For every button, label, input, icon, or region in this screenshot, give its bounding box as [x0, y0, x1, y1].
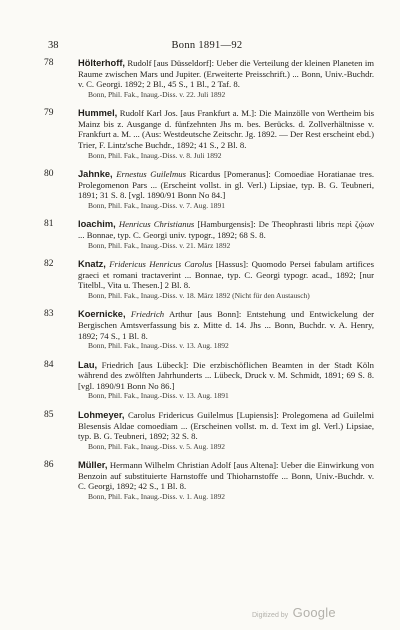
entry-text: [Hamburgensis]: De Theophrasti libris περὶ ζῴων ... Bonnae, typ. C. Georgi univ. typogr., 1892; 68 S. 8. [78, 219, 375, 241]
entry-author: Hölterhoff, [78, 58, 125, 68]
entry-body [78, 410, 374, 451]
entry-number: 83 [44, 309, 54, 320]
entry-number: 85 [44, 409, 54, 420]
entry [44, 360, 374, 401]
running-head: Bonn 1891—92 [171, 40, 243, 51]
entry-given-names: Friedrich [130, 309, 165, 320]
entry-given-names: Fridericus Henricus Carolus [109, 259, 213, 270]
entry-body [78, 219, 374, 250]
entry-text: Arthur [aus Bonn]: Entstehung und Entwickelung der Bergischen Amtsverfassung bis z. Mitte d. 14. Jhs ... Bonn, Buchdr. v. A. Henry, 1892; 74 S., 1 Bl. 8. [78, 309, 375, 341]
entry-text: Friedrich [aus Lübeck]: Die erzbischöflichen Beamten in der Stadt Köln während des zwölften Jahrhunderts ... Lübeck, Druck v. M. Schmidt, 1891; 69 S. 8. [vgl. 1890/91 Bonn No 86.] [78, 359, 374, 391]
entry-note: Bonn, Phil. Fak., Inaug.-Diss. v. 13. Aug. 1892 [88, 341, 229, 351]
entry-body [78, 169, 374, 210]
entry-text: Carolus Fridericus Guilelmus [Lupiensis]: Prolegomena ad Guilelmi Blesensis Aldae comoediam ... (Erscheinen vollst. m. d. Text im gl. Verl.) Lipsiae, typ. B. G. Teubneri, 1892; 32 S. 8. [78, 409, 374, 442]
entry [44, 410, 374, 451]
entry [44, 219, 374, 250]
entry-number: 81 [44, 219, 54, 230]
entry [44, 460, 374, 501]
entry-author: Knatz, [78, 259, 106, 270]
entry-author: Lau, [78, 359, 98, 370]
entry-body [78, 58, 374, 99]
entry-body [78, 460, 374, 501]
entry [44, 108, 374, 160]
entry-body [78, 108, 374, 160]
entry-author: Lohmeyer, [78, 409, 125, 420]
entry-author: Hummel, [78, 108, 118, 119]
entry-number: 86 [44, 460, 54, 471]
entry-text: Ricardus [Pomeranus]: Comoediae Horatianae tres. Prolegomenon Pars ... (Erscheint vollst. in gl. Verl.) Lipsiae, typ. B. G. Teubneri, 1891; 31 S. 8. [vgl. 1890/91 Bonn No 84.] [78, 169, 375, 201]
entry-text: [Hassus]: Quomodo Persei fabulam artifices graeci et romani tractaverint ... Bonnae, typ. C. Georgi typogr. acad., 1892; [nur Titelbl., Vita u. Thesen.] 2 Bl. 8. [78, 259, 375, 291]
entry-note: Bonn, Phil. Fak., Inaug.-Diss. v. 1. Aug. 1892 [88, 492, 226, 502]
entry-number: 82 [44, 259, 54, 270]
entry-author: Ioachim, [78, 219, 116, 230]
entry-list [44, 58, 374, 511]
entry-given-names: Ernestus Guilelmus [116, 169, 186, 180]
entry-note: Bonn, Phil. Fak., Inaug.-Diss. v. 13. Aug. 1891 [88, 391, 229, 401]
entry [44, 309, 374, 350]
entry [44, 259, 374, 300]
entry-number: 79 [44, 108, 54, 119]
entry-note: Bonn, Phil. Fak., Inaug.-Diss. v. 22. Juli 1892 [88, 89, 226, 99]
entry-number: 80 [44, 169, 54, 180]
entry-body [78, 259, 374, 300]
digitized-by-google-watermark [252, 604, 336, 622]
google-logo: Google [292, 605, 336, 620]
entry-note: Bonn, Phil. Fak., Inaug.-Diss. v. 8. Juli 1892 [88, 150, 222, 160]
watermark-prefix: Digitized by [252, 612, 289, 619]
entry-note: Bonn, Phil. Fak., Inaug.-Diss. v. 21. März 1892 [88, 240, 231, 250]
entry-author: Müller, [78, 460, 108, 471]
entry-author: Koernicke, [78, 309, 126, 320]
entry-text: Rudolf Karl Jos. [aus Frankfurt a. M.]: Die Mainzölle von Wertheim bis Mainz bis z. Ausgange d. fünfzehnten Jhs m. bes. Berücks. d. Zollverhältnisse v. Frankfurt a. M. ... (Aus: Westdeutsche Zeitschr. Jg. 1892. — Der Rest erscheint ebd.) Trier, F. Lintz'sche Buchdr., 1892; 41 S., 2 Bl. 8. [78, 108, 374, 151]
page-number: 38 [48, 40, 59, 51]
entry-text: Rudolf [aus Düsseldorf]: Ueber die Verteilung der kleinen Planeten im Raume zwischen Mars und Jupiter. (Erweiterte Preisschrift.) ... Bonn, Univ.-Buchdr. v. C. Georgi. 1892; 2 Bl., 45 S., 1 Bl., 2 Taf. 8. [78, 58, 374, 90]
entry-number: 84 [44, 359, 54, 370]
page-header [48, 40, 366, 54]
entry-text: Hermann Wilhelm Christian Adolf [aus Altena]: Ueber die Einwirkung von Benzoin auf substituierte Harnstoffe und Thioharnstoffe ... Bonn, Univ.-Buchdr. v. C. Georgi, 1892; 42 S., 1 Bl. 8. [78, 460, 374, 492]
entry-body [78, 360, 374, 401]
entry-number: 78 [44, 58, 54, 68]
entry-note: Bonn, Phil. Fak., Inaug.-Diss. v. 5. Aug. 1892 [88, 441, 226, 451]
entry-given-names: Henricus Christianus [118, 219, 195, 230]
entry-note: Bonn, Phil. Fak., Inaug.-Diss. v. 18. März 1892 (Nicht für den Austausch) [88, 290, 310, 300]
entry-author: Jahnke, [78, 169, 113, 180]
entry [44, 169, 374, 210]
entry [44, 58, 374, 99]
entry-note: Bonn, Phil. Fak., Inaug.-Diss. v. 7. Aug. 1891 [88, 200, 226, 210]
entry-body [78, 309, 374, 350]
